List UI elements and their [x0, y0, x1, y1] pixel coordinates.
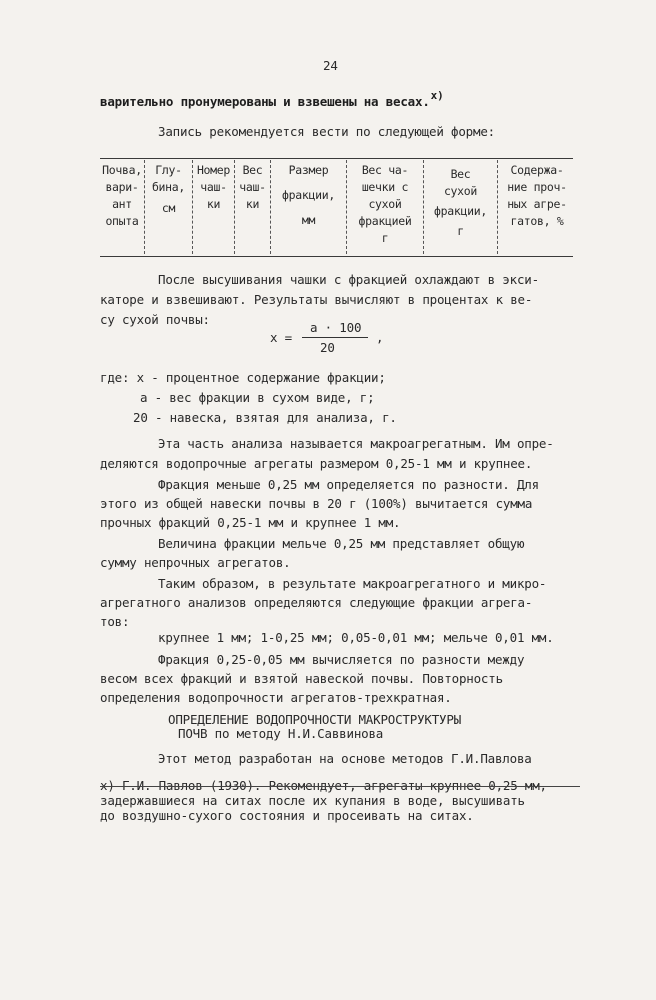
page-number: 24	[323, 58, 338, 73]
formula-denominator: 20	[320, 340, 335, 355]
col-header-aggregates-content: Содержа- ние проч- ных агре- гатов, %	[507, 163, 567, 228]
col-header-dry-fraction: Вес сухой фракции, г	[434, 167, 487, 238]
paragraph-method: Этот метод разработан на основе методов Г.И.Павлова	[158, 751, 532, 766]
intro-text: варительно пронумерованы и взвешены на весах.	[100, 94, 430, 109]
fractions-list: крупнее 1 мм; 1-0,25 мм; 0,05-0,01 мм; мельче 0,01 мм.	[158, 630, 554, 645]
col-header-dish-number: Номер чаш- ки	[196, 163, 231, 211]
col-header-depth: Глу- бина, см	[151, 163, 186, 215]
intro-line	[100, 89, 444, 111]
footnote-marker: x)	[430, 89, 444, 102]
form-intro: Запись рекомендуется вести по следующей форме:	[158, 124, 495, 139]
col-header-dish-with-fraction: Вес ча- шечки с сухой фракцией г	[358, 163, 412, 245]
formula-tail: ,	[376, 330, 384, 345]
col-header-soil: Почва, вари- ант опыта	[102, 163, 142, 228]
col-header-fraction-size: Размер фракции, мм	[282, 163, 335, 227]
formula-lhs: x =	[270, 330, 292, 345]
document-page: 24 варительно пронумерованы и взвешены на весах.x) Запись рекомендуется вести по следующей форме: Почва, вари- ант опыта Глу- бина, см Номер чаш- ки Вес чаш- ки Размер фракции, мм Вес ча- шечки с сухой фракцией г Вес сухой фракции, г Содержа- ние проч- ных агре- гатов, % После высушивания чашки с фракцией охлаждают в экси- каторе и взвешивают. Результаты вычисляют в процентах к ве- су сухой почвы: x = a · 100 20 , где: x - процентное содержание фракции; а - вес фракции в сухом виде, г; 20 - навеска, взятая для анализа, г. Эта часть анализа называется макроагрегатным. Им опре- деляются водопрочные агрегаты размером 0,25-1 мм и крупнее. Фракция меньше 0,25 мм определяется по разности. Для этого из общей навески почвы в 20 г (100%) вычитается сумма прочных фракций 0,25-1 мм и крупнее 1 мм. Величина фракции мельче 0,25 мм представляет общую сумму непрочных агрегатов. Таким образом, в результате макроагрегатного и микро- агрегатного анализов определяются следующие фракции агрега- тов: крупнее 1 мм; 1-0,25 мм; 0,05-0,01 мм; мельче 0,01 мм. Фракция 0,25-0,05 мм вычисляется по разности между весом всех фракций и взятой навеской почвы. Повторность определения водопрочности агрегатов-трехкратная. ОПРЕДЕЛЕНИЕ ВОДОПРОЧНОСТИ МАКРОСТРУКТУРЫ ПОЧВ по методу Н.И.Саввинова Этот метод разработан на основе методов Г.И.Павлова x) Г.И. Павлов (1930). Рекомендует, агрегаты крупнее 0,25 мм, задержавшиеся на ситах после их купания в воде, высушивать до воздушно-сухого состояния и просеивать на ситах.	[0, 0, 656, 1000]
formula-numerator: a · 100	[310, 320, 362, 335]
col-header-dish-weight: Вес чаш- ки	[239, 163, 266, 211]
